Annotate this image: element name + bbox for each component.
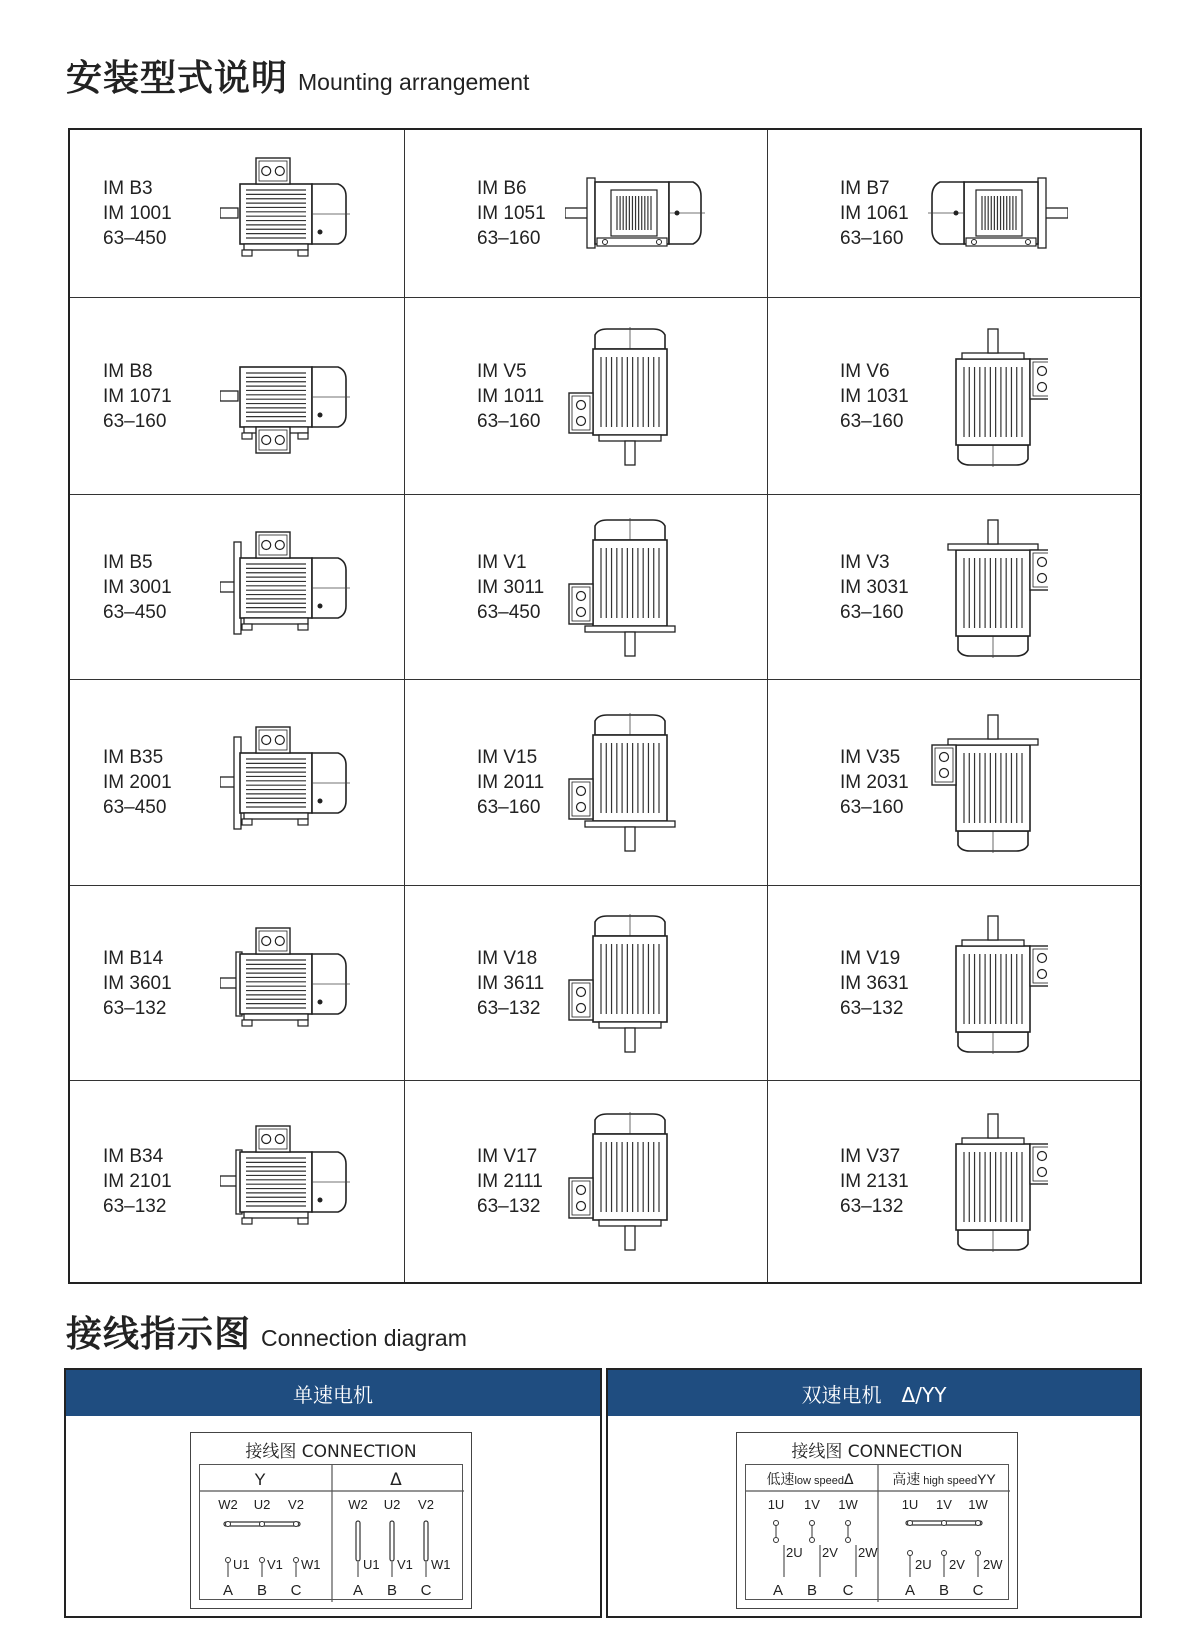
- high-phase-label: B: [938, 1582, 950, 1599]
- delta-phase-label: B: [386, 1582, 398, 1599]
- mounting-im-code: IM 1061: [840, 203, 909, 224]
- mounting-cell-im-v37: [768, 1081, 1141, 1282]
- mounting-im-code: IM 2001: [103, 772, 172, 793]
- mounting-code: IM B3: [103, 178, 153, 199]
- mounting-code: IM V19: [840, 947, 901, 969]
- mounting-table: [68, 128, 1142, 1284]
- mounting-label-group: [477, 359, 544, 434]
- motor-mounting-illustration: [565, 164, 705, 264]
- mounting-section-title: [66, 50, 529, 101]
- mounting-code: IM V3: [840, 551, 890, 573]
- high-bottom-label: 2W: [983, 1557, 1003, 1572]
- terminal-box-icon: [569, 1178, 593, 1218]
- mounting-im-code: IM 1071: [103, 385, 172, 407]
- mounting-cell-im-b6: [405, 130, 768, 298]
- mounting-im-code: IM 3631: [840, 972, 909, 994]
- mounting-im-code: IM 1031: [840, 385, 909, 407]
- mounting-code: IM B7: [840, 178, 890, 199]
- mounting-code: IM V35: [840, 747, 901, 768]
- motor-drawing: [220, 1126, 350, 1224]
- mounting-cell-im-b35: [70, 680, 405, 886]
- motor-mounting-illustration: [565, 914, 685, 1054]
- frame-size-range: 63–160: [840, 410, 904, 432]
- motor-drawing: [569, 327, 667, 465]
- frame-size-range: 63–132: [103, 1195, 167, 1217]
- y-bottom-label: W1: [301, 1557, 321, 1572]
- frame-size-range: 63–132: [840, 997, 904, 1019]
- single-connection-box: [190, 1432, 472, 1609]
- mounting-cell-im-v6: [768, 298, 1141, 495]
- low-phase-label: C: [842, 1582, 854, 1599]
- frame-size-range: 63–132: [840, 1195, 904, 1217]
- terminal-box-icon: [1030, 550, 1048, 590]
- mounting-label-group: [477, 176, 546, 251]
- motor-drawing: [956, 1114, 1048, 1252]
- delta-label: Δ: [390, 1470, 402, 1490]
- mounting-im-code: IM 3611: [477, 972, 545, 994]
- frame-size-range: 63–132: [477, 1195, 541, 1217]
- motor-mounting-illustration: [565, 1112, 685, 1252]
- mounting-label-group: [840, 176, 909, 251]
- double-wiring-svg: [746, 1465, 1010, 1602]
- mounting-cell-im-v1: [405, 495, 768, 680]
- delta-link-bar: [390, 1521, 394, 1561]
- high-top-label: 1V: [936, 1497, 952, 1512]
- mounting-title-zh: 安装型式说明: [66, 58, 289, 99]
- mounting-cell-im-v17: [405, 1081, 768, 1282]
- high-speed-label: 高速 high speedYY: [892, 1471, 996, 1488]
- mounting-code: IM B5: [103, 551, 153, 573]
- y-phase-label: B: [256, 1582, 268, 1599]
- low-bottom-label: 2V: [822, 1545, 838, 1560]
- motor-drawing: [956, 329, 1048, 467]
- mounting-code: IM V1: [477, 551, 527, 573]
- double-speed-panel: [606, 1368, 1142, 1618]
- delta-bottom-label: V1: [397, 1557, 413, 1572]
- high-phase-label: A: [904, 1582, 916, 1599]
- delta-top-label: W2: [348, 1497, 368, 1512]
- motor-drawing: [220, 158, 350, 256]
- frame-size-range: 63–160: [477, 797, 541, 818]
- mounting-code: IM V6: [840, 360, 890, 382]
- single-connection-title: 接线图 CONNECTION: [245, 1442, 417, 1462]
- mounting-im-code: IM 3011: [477, 576, 545, 598]
- frame-size-range: 63–160: [840, 797, 904, 818]
- mounting-label-group: [477, 745, 544, 820]
- y-top-label: V2: [288, 1497, 304, 1512]
- motor-mounting-illustration: [928, 327, 1048, 467]
- low-bottom-label: 2W: [858, 1545, 878, 1560]
- low-top-label: 1V: [804, 1497, 820, 1512]
- mounting-label-group: [840, 745, 909, 820]
- motor-mounting-illustration: [928, 164, 1068, 264]
- mounting-im-code: IM 1001: [103, 203, 172, 224]
- motor-mounting-illustration: [928, 713, 1048, 853]
- mounting-label-group: [103, 745, 172, 820]
- frame-size-range: 63–450: [477, 601, 541, 623]
- double-connection-diagram: [745, 1464, 1009, 1600]
- mounting-label-group: [840, 359, 909, 434]
- high-phase-label: C: [972, 1582, 984, 1599]
- frame-size-range: 63–160: [477, 410, 541, 432]
- mounting-cell-im-b3: [70, 130, 405, 298]
- mounting-title-en: Mounting arrangement: [298, 69, 530, 95]
- motor-mounting-illustration: [220, 337, 350, 457]
- terminal-box-icon: [569, 393, 593, 433]
- high-top-label: 1W: [968, 1497, 988, 1512]
- connection-title-zh: 接线指示图: [66, 1314, 252, 1355]
- mounting-label-group: [840, 550, 909, 625]
- mounting-im-code: IM 3601: [103, 972, 172, 994]
- terminal-box-icon: [256, 1126, 290, 1152]
- mounting-cell-im-v35: [768, 680, 1141, 886]
- delta-phase-label: C: [420, 1582, 432, 1599]
- mounting-cell-im-v15: [405, 680, 768, 886]
- mounting-im-code: IM 1011: [477, 385, 545, 407]
- mounting-code: IM B8: [103, 360, 153, 382]
- single-connection-diagram: [199, 1464, 463, 1600]
- terminal-box-icon: [569, 980, 593, 1020]
- terminal-box-icon: [256, 158, 290, 184]
- high-top-label: 1U: [901, 1497, 919, 1512]
- motor-drawing: [220, 367, 350, 453]
- double-connection-title: 接线图 CONNECTION: [791, 1442, 963, 1462]
- motor-drawing: [948, 520, 1048, 658]
- mounting-code: IM V15: [477, 747, 538, 768]
- terminal-box-icon: [1030, 946, 1048, 986]
- double-speed-header: 双速电机 Δ/YY: [608, 1370, 1140, 1416]
- y-phase-label: A: [222, 1582, 234, 1599]
- mounting-cell-im-b7: [768, 130, 1141, 298]
- motor-mounting-illustration: [220, 154, 350, 274]
- terminal-box-icon: [256, 532, 290, 558]
- motor-mounting-illustration: [928, 1112, 1048, 1252]
- mounting-code: IM V18: [477, 947, 538, 969]
- motor-mounting-illustration: [220, 1122, 350, 1242]
- terminal-box-icon: [1030, 1144, 1048, 1184]
- y-top-label: U2: [253, 1497, 271, 1512]
- frame-size-range: 63–450: [103, 797, 167, 818]
- delta-link-bar: [424, 1521, 428, 1561]
- mounting-im-code: IM 3031: [840, 576, 909, 598]
- frame-size-range: 63–160: [103, 410, 167, 432]
- connection-title-en: Connection diagram: [261, 1325, 467, 1351]
- mounting-code: IM B14: [103, 947, 164, 969]
- connection-section-title: [66, 1306, 467, 1357]
- motor-mounting-illustration: [220, 924, 350, 1044]
- mounting-cell-im-v18: [405, 886, 768, 1081]
- mounting-code: IM V17: [477, 1145, 538, 1167]
- mounting-code: IM B34: [103, 1145, 164, 1167]
- mounting-label-group: [840, 1144, 909, 1219]
- low-phase-label: B: [806, 1582, 818, 1599]
- terminal-box-icon: [1030, 359, 1048, 399]
- delta-top-label: V2: [418, 1497, 434, 1512]
- mounting-cell-im-b14: [70, 886, 405, 1081]
- motor-mounting-illustration: [928, 914, 1048, 1054]
- mounting-code: IM B6: [477, 178, 527, 199]
- terminal-box-icon: [569, 779, 593, 819]
- mounting-im-code: IM 2111: [477, 1170, 543, 1192]
- frame-size-range: 63–450: [103, 228, 167, 249]
- mounting-label-group: [103, 176, 172, 251]
- mounting-label-group: [840, 946, 909, 1021]
- motor-drawing: [220, 532, 350, 634]
- motor-mounting-illustration: [565, 713, 685, 853]
- frame-size-range: 63–160: [477, 228, 541, 249]
- motor-mounting-illustration: [928, 518, 1048, 658]
- low-speed-label: 低速low speedΔ: [766, 1472, 854, 1488]
- motor-mounting-illustration: [220, 528, 350, 648]
- mounting-label-group: [477, 550, 544, 625]
- frame-size-range: 63–450: [103, 601, 167, 623]
- mounting-im-code: IM 3001: [103, 576, 172, 598]
- mounting-code: IM V5: [477, 360, 527, 382]
- delta-bottom-label: W1: [431, 1557, 451, 1572]
- motor-drawing: [569, 914, 667, 1052]
- terminal-box-icon: [256, 427, 290, 453]
- motor-mounting-illustration: [565, 518, 685, 658]
- delta-top-label: U2: [383, 1497, 401, 1512]
- mounting-code: IM B35: [103, 747, 164, 768]
- delta-link-bar: [356, 1521, 360, 1561]
- mounting-label-group: [477, 1144, 543, 1219]
- mounting-label-group: [103, 359, 172, 434]
- frame-size-range: 63–160: [840, 228, 904, 249]
- motor-drawing: [220, 928, 350, 1026]
- y-bottom-label: V1: [267, 1557, 283, 1572]
- frame-size-range: 63–160: [840, 601, 904, 623]
- mounting-cell-im-b8: [70, 298, 405, 495]
- mounting-cell-im-v5: [405, 298, 768, 495]
- mounting-cell-im-v19: [768, 886, 1141, 1081]
- motor-drawing: [569, 518, 675, 656]
- mounting-im-code: IM 2011: [477, 772, 545, 793]
- mounting-code: IM V37: [840, 1145, 901, 1167]
- mounting-cell-im-b5: [70, 495, 405, 680]
- mounting-cell-im-v3: [768, 495, 1141, 680]
- terminal-box-icon: [256, 928, 290, 954]
- motor-mounting-illustration: [565, 327, 685, 467]
- motor-drawing: [928, 178, 1068, 248]
- mounting-im-code: IM 1051: [477, 203, 546, 224]
- motor-drawing: [932, 715, 1038, 853]
- low-top-label: 1U: [767, 1497, 785, 1512]
- frame-size-range: 63–132: [103, 997, 167, 1019]
- terminal-box-icon: [932, 745, 956, 785]
- single-speed-panel: [64, 1368, 602, 1618]
- low-bottom-label: 2U: [786, 1545, 803, 1560]
- delta-bottom-label: U1: [363, 1557, 380, 1572]
- y-bottom-label: U1: [233, 1557, 250, 1572]
- frame-size-range: 63–132: [477, 997, 541, 1019]
- mounting-im-code: IM 2101: [103, 1170, 172, 1192]
- low-phase-label: A: [772, 1582, 784, 1599]
- double-connection-box: [736, 1432, 1018, 1609]
- mounting-label-group: [103, 946, 172, 1021]
- low-top-label: 1W: [838, 1497, 858, 1512]
- mounting-label-group: [477, 946, 544, 1021]
- motor-mounting-illustration: [220, 723, 350, 843]
- y-label: Y: [254, 1470, 266, 1489]
- motor-drawing: [220, 727, 350, 829]
- terminal-box-icon: [256, 727, 290, 753]
- mounting-label-group: [103, 550, 172, 625]
- terminal-box-icon: [569, 584, 593, 624]
- y-phase-label: C: [290, 1582, 302, 1599]
- single-speed-header: 单速电机: [66, 1370, 600, 1416]
- y-top-label: W2: [218, 1497, 238, 1512]
- delta-phase-label: A: [352, 1582, 364, 1599]
- motor-drawing: [569, 1112, 667, 1250]
- mounting-im-code: IM 2031: [840, 772, 909, 793]
- high-bottom-label: 2V: [949, 1557, 965, 1572]
- motor-drawing: [956, 916, 1048, 1054]
- motor-drawing: [569, 713, 675, 851]
- single-wiring-svg: [200, 1465, 464, 1602]
- mounting-cell-im-b34: [70, 1081, 405, 1282]
- mounting-label-group: [103, 1144, 172, 1219]
- mounting-im-code: IM 2131: [840, 1170, 909, 1192]
- high-bottom-label: 2U: [915, 1557, 932, 1572]
- motor-drawing: [565, 178, 705, 248]
